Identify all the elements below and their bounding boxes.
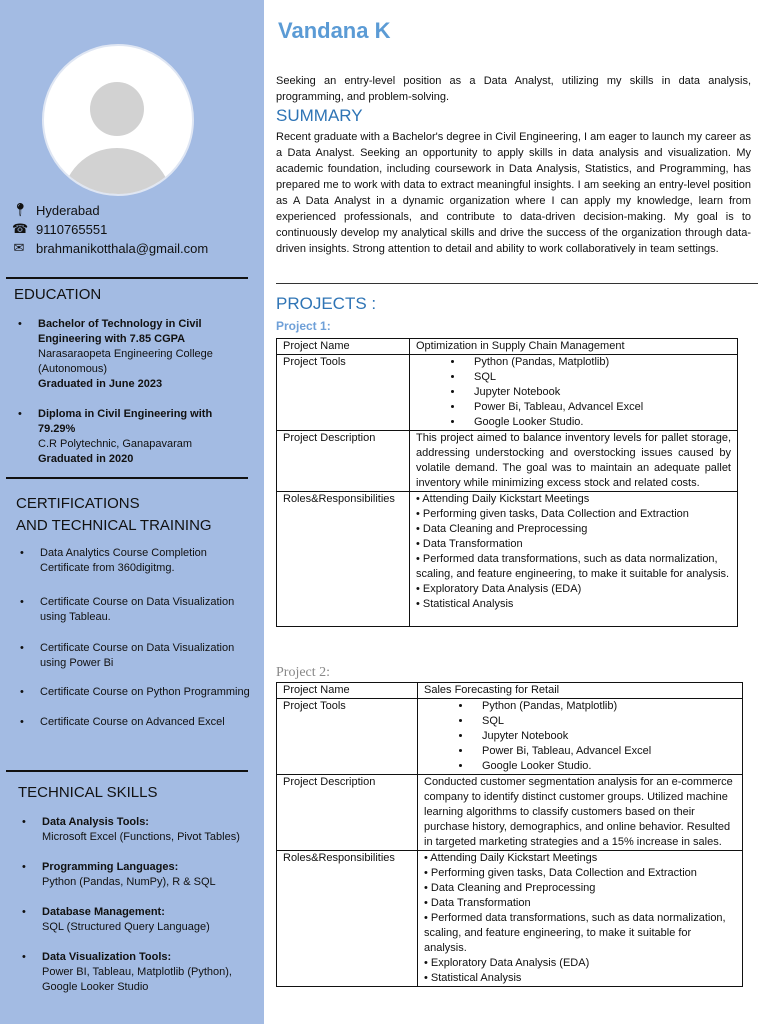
- label-cell: Project Name: [277, 683, 418, 699]
- phone-icon: ☎: [12, 221, 29, 236]
- tool-item: • Python (Pandas, Matplotlib): [464, 355, 731, 370]
- phone-text: 9110765551: [36, 221, 108, 237]
- tool-item: • Power Bi, Tableau, Advancel Excel: [472, 744, 736, 759]
- certification-item: • Certificate Course on Advanced Excel: [16, 715, 252, 730]
- project-1-label: Project 1:: [276, 319, 331, 333]
- certification-item: • Data Analytics Course Completion Certificate from 360digitmg.: [16, 546, 252, 576]
- skill-title: Programming Languages:: [42, 861, 179, 873]
- table-row: [277, 683, 743, 699]
- tool-item: • Jupyter Notebook: [472, 729, 736, 744]
- divider: [276, 283, 758, 284]
- tool-item: • Python (Pandas, Matplotlib): [472, 699, 736, 714]
- school: C.R Polytechnic, Ganapavaram: [38, 438, 193, 450]
- role-item: • Performing given tasks, Data Collection and Extraction: [416, 508, 689, 520]
- education-heading: EDUCATION: [14, 286, 102, 303]
- role-item: • Attending Daily Kickstart Meetings: [424, 852, 598, 864]
- skill-item: [18, 860, 252, 890]
- skill-item: [18, 815, 252, 845]
- label-cell: Project Name: [277, 339, 410, 355]
- tool-item: • Power Bi, Tableau, Advancel Excel: [464, 400, 731, 415]
- heading-line: CERTIFICATIONS: [16, 495, 140, 512]
- contact-email: [12, 240, 208, 256]
- sidebar: [0, 0, 264, 1024]
- avatar: [42, 44, 194, 196]
- role-item: • Exploratory Data Analysis (EDA): [424, 957, 590, 969]
- projects-heading: PROJECTS :: [276, 294, 377, 313]
- label-cell: Roles&Responsibilities: [277, 492, 410, 627]
- table-row: [277, 775, 743, 851]
- email-link[interactable]: brahmanikotthala@gmail.com: [36, 240, 209, 256]
- table-row: [277, 355, 738, 431]
- project-2-label: Project 2:: [276, 665, 331, 680]
- divider: [6, 277, 248, 279]
- objective: Seeking an entry-level position as a Data Analyst, utilizing my skills in data analysis, programming, and problem-solving.: [276, 75, 751, 103]
- role-item: • Data Transformation: [416, 538, 523, 550]
- certifications-heading: [16, 493, 212, 537]
- role-item: • Statistical Analysis: [416, 598, 514, 610]
- skill-item: [18, 950, 252, 995]
- label-cell: Project Tools: [277, 699, 418, 775]
- contact-phone: [12, 221, 107, 237]
- year: Graduated in June 2023: [38, 378, 163, 390]
- certifications-list: [16, 546, 252, 730]
- roles-cell: [418, 851, 743, 987]
- education-list: [14, 317, 250, 467]
- tool-item: • SQL: [472, 714, 736, 729]
- heading-line: AND TECHNICAL TRAINING: [16, 517, 212, 534]
- tool-item: • Jupyter Notebook: [464, 385, 731, 400]
- mail-icon: ✉: [13, 240, 25, 255]
- certification-item: • Certificate Course on Data Visualization using Power Bi: [16, 641, 252, 671]
- tool-item: • Google Looker Studio.: [472, 759, 736, 774]
- avatar-body: [62, 148, 172, 196]
- roles-cell: [410, 492, 738, 627]
- role-item: • Data Transformation: [424, 897, 531, 909]
- label-cell: Project Description: [277, 431, 410, 492]
- label-cell: Roles&Responsibilities: [277, 851, 418, 987]
- certification-item: • Certificate Course on Python Programming: [16, 685, 252, 700]
- map-pin-icon: 📍︎: [12, 202, 29, 217]
- divider: [6, 770, 248, 772]
- skill-detail: Power BI, Tableau, Matplotlib (Python), Google Looker Studio: [42, 966, 232, 993]
- skills-list: [18, 815, 252, 995]
- location-text: Hyderabad: [36, 202, 100, 218]
- avatar-head: [90, 82, 144, 136]
- skill-detail: Microsoft Excel (Functions, Pivot Tables): [42, 831, 240, 843]
- table-row: [277, 851, 743, 987]
- tool-item: • Google Looker Studio.: [464, 415, 731, 430]
- year: Graduated in 2020: [38, 453, 134, 465]
- candidate-name: Vandana K: [278, 18, 391, 43]
- certification-item: • Certificate Course on Data Visualization using Tableau.: [16, 595, 252, 625]
- education-item: [14, 407, 250, 467]
- tool-item: • SQL: [464, 370, 731, 385]
- skill-detail: SQL (Structured Query Language): [42, 921, 210, 933]
- value-cell: Optimization in Supply Chain Management: [410, 339, 738, 355]
- degree: Bachelor of Technology in Civil Engineering with 7.85 CGPA: [38, 318, 202, 345]
- table-row: [277, 339, 738, 355]
- label-cell: Project Description: [277, 775, 418, 851]
- school: Narasaraopeta Engineering College (Autonomous): [38, 348, 213, 375]
- divider: [6, 477, 248, 479]
- skill-item: [18, 905, 252, 935]
- role-item: • Attending Daily Kickstart Meetings: [416, 493, 590, 505]
- role-item: • Performed data transformations, such as data normalization, scaling, and feature engineering, to make it suitable for analysis.: [416, 553, 730, 580]
- tools-cell: [418, 699, 743, 775]
- table-row: [277, 699, 743, 775]
- table-row: [277, 492, 738, 627]
- project-2-table: [276, 682, 743, 987]
- skills-heading: TECHNICAL SKILLS: [18, 784, 158, 801]
- value-cell: This project aimed to balance inventory levels for pallet storage, addressing understocking and overstocking issues caused by volatile demand. The goal was to maintain an adequate pallet inventory while minimizing excess stock and related costs.: [410, 431, 738, 492]
- project-1-table: [276, 338, 738, 627]
- role-item: • Performing given tasks, Data Collection and Extraction: [424, 867, 697, 879]
- education-item: [14, 317, 250, 392]
- skill-detail: Python (Pandas, NumPy), R & SQL: [42, 876, 216, 888]
- label-cell: Project Tools: [277, 355, 410, 431]
- role-item: • Performed data transformations, such as data normalization, scaling, and feature engineering, to make it suitable for analysis.: [424, 912, 726, 954]
- skill-title: Data Analysis Tools:: [42, 816, 149, 828]
- value-cell: Sales Forecasting for Retail: [418, 683, 743, 699]
- summary-text: Recent graduate with a Bachelor's degree in Civil Engineering, I am eager to launch my career as a Data Analyst. Seeking an opportunity to apply skills in data analysis and visualization. My academic foundation, including coursework in Data Analysis, Statistics, and Programming, has prepared me to work with data to extract meaningful insights. I am seeking an entry-level position as A Data Analyst in a dynamic organization where I can apply my knowledge, learn from experienced professionals, and contribute to data-driven decision-making. My goal is to continuously develop my analytical skills and drive the success of the organization through data-driven insights. Strong attention to detail and ability to work collaboratively in team settings.: [276, 131, 751, 255]
- degree: Diploma in Civil Engineering with 79.29%: [38, 408, 213, 435]
- role-item: • Exploratory Data Analysis (EDA): [416, 583, 582, 595]
- contact-location: [12, 202, 100, 218]
- table-row: [277, 431, 738, 492]
- tools-cell: [410, 355, 738, 431]
- role-item: • Data Cleaning and Preprocessing: [416, 523, 588, 535]
- summary-heading: SUMMARY: [276, 106, 363, 125]
- value-cell: Conducted customer segmentation analysis for an e-commerce company to identify distinct customer groups. Utilized machine learning algorithms to classify customers based on their purchase history, demographics, and online behavior. Resulted in targeted marketing strategies and a 15% increase in sales.: [418, 775, 743, 851]
- role-item: • Statistical Analysis: [424, 972, 522, 984]
- skill-title: Database Management:: [42, 906, 165, 918]
- skill-title: Data Visualization Tools:: [42, 951, 172, 963]
- role-item: • Data Cleaning and Preprocessing: [424, 882, 596, 894]
